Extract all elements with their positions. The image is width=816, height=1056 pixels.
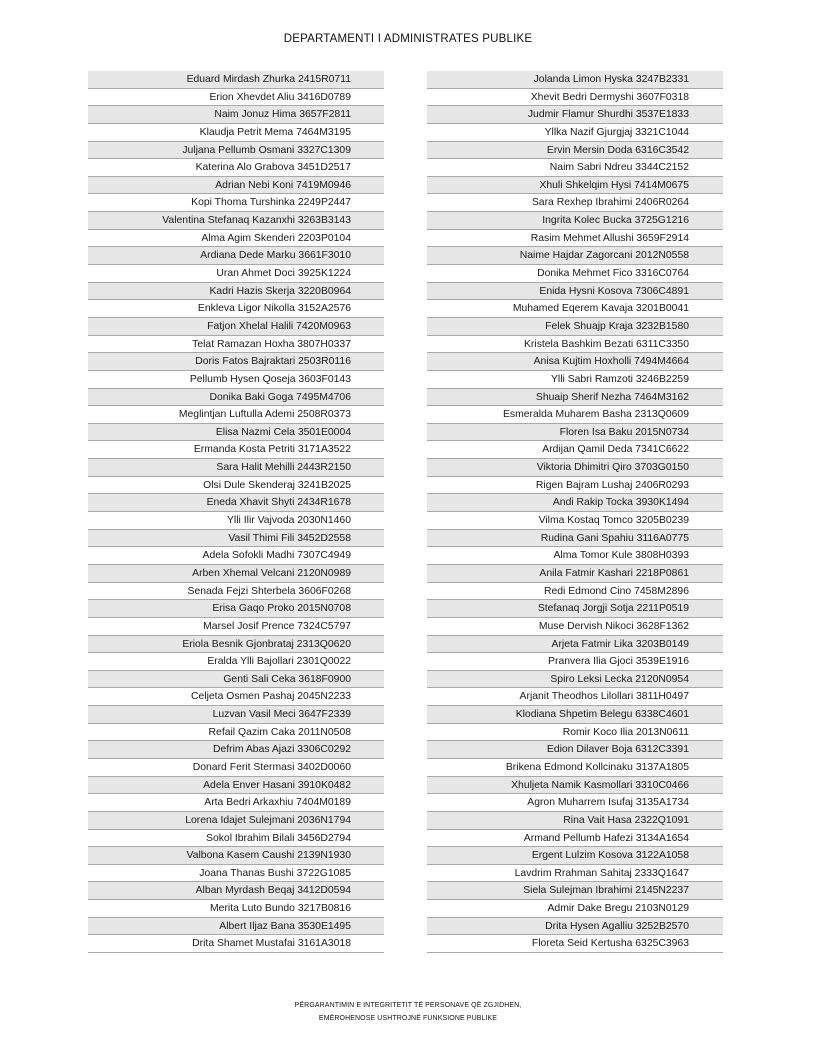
list-item: Juljana Pellumb Osmani 3327C1309: [88, 142, 384, 160]
list-item: Sara Rexhep Ibrahimi 2406R0264: [427, 194, 723, 212]
list-item: Rasim Mehmet Allushi 3659F2914: [427, 230, 723, 248]
list-item: Anila Fatmir Kashari 2218P0861: [427, 565, 723, 583]
list-item: Genti Sali Ceka 3618F0900: [88, 671, 384, 689]
list-item: Sara Halit Mehilli 2443R2150: [88, 459, 384, 477]
list-item: Adela Sofokli Madhi 7307C4949: [88, 547, 384, 565]
list-item: Esmeralda Muharem Basha 2313Q0609: [427, 406, 723, 424]
list-item: Valbona Kasem Caushi 2139N1930: [88, 847, 384, 865]
list-item: Doris Fatos Bajraktari 2503R0116: [88, 353, 384, 371]
list-item: Ingrita Kolec Bucka 3725G1216: [427, 212, 723, 230]
list-item: Ermanda Kosta Petriti 3171A3522: [88, 441, 384, 459]
list-item: Eralda Ylli Bajollari 2301Q0022: [88, 653, 384, 671]
list-item: Stefanaq Jorgji Sotja 2211P0519: [427, 600, 723, 618]
list-item: Lavdrim Rrahman Sahitaj 2333Q1647: [427, 865, 723, 883]
list-item: Vasil Thimi Fili 3452D2558: [88, 530, 384, 548]
list-item: Alma Agim Skenderi 2203P0104: [88, 230, 384, 248]
left-name-column: [88, 71, 384, 953]
list-item: Meglintjan Luftulla Ademi 2508R0373: [88, 406, 384, 424]
list-item: Joana Thanas Bushi 3722G1085: [88, 865, 384, 883]
list-item: Sokol Ibrahim Bilali 3456D2794: [88, 830, 384, 848]
list-item: Rina Vait Hasa 2322Q1091: [427, 812, 723, 830]
list-item: Valentina Stefanaq Kazanxhi 3263B3143: [88, 212, 384, 230]
list-item: Enkleva Ligor Nikolla 3152A2576: [88, 300, 384, 318]
list-item: Floren Isa Baku 2015N0734: [427, 424, 723, 442]
list-item: Ervin Mersin Doda 6316C3542: [427, 142, 723, 160]
list-item: Erisa Gaqo Proko 2015N0708: [88, 600, 384, 618]
list-item: Armand Pellumb Hafezi 3134A1654: [427, 830, 723, 848]
list-item: Yllka Nazif Gjurgjaj 3321C1044: [427, 124, 723, 142]
list-item: Xhevit Bedri Dermyshi 3607F0318: [427, 89, 723, 107]
list-item: Brikena Edmond Kollcinaku 3137A1805: [427, 759, 723, 777]
page-footer: [0, 999, 816, 1025]
list-item: Shuaip Sherif Nezha 7464M3162: [427, 389, 723, 407]
list-item: Xhuljeta Namik Kasmollari 3310C0466: [427, 777, 723, 795]
list-item: Donika Baki Goga 7495M4706: [88, 389, 384, 407]
footer-line-1: PËRGARANTIMIN E INTEGRITETIT TË PERSONAVE QË ZGJIDHEN,: [294, 1002, 522, 1009]
list-item: Marsel Josif Prence 7324C5797: [88, 618, 384, 636]
list-item: Lorena Idajet Sulejmani 2036N1794: [88, 812, 384, 830]
list-item: Eduard Mirdash Zhurka 2415R0711: [88, 71, 384, 89]
list-item: Ylli Sabri Ramzoti 3246B2259: [427, 371, 723, 389]
list-item: Eneda Xhavit Shyti 2434R1678: [88, 494, 384, 512]
list-item: Fatjon Xhelal Halili 7420M0963: [88, 318, 384, 336]
list-item: Kadri Hazis Skerja 3220B0964: [88, 283, 384, 301]
list-item: Arta Bedri Arkaxhiu 7404M0189: [88, 794, 384, 812]
list-item: Anisa Kujtim Hoxholli 7494M4664: [427, 353, 723, 371]
list-item: Pranvera Ilia Gjoci 3539E1916: [427, 653, 723, 671]
list-item: Elisa Nazmi Cela 3501E0004: [88, 424, 384, 442]
list-item: Luzvan Vasil Meci 3647F2339: [88, 706, 384, 724]
list-item: Ardijan Qamil Deda 7341C6622: [427, 441, 723, 459]
list-item: Xhuli Shkelqim Hysi 7414M0675: [427, 177, 723, 195]
list-item: Vilma Kostaq Tomco 3205B0239: [427, 512, 723, 530]
list-item: Romir Koco Ilia 2013N0611: [427, 724, 723, 742]
list-item: Klaudja Petrit Mema 7464M3195: [88, 124, 384, 142]
footer-line-2: EMËROHENOSE USHTROJNË FUNKSIONE PUBLIKE: [318, 1015, 498, 1022]
list-item: Muse Dervish Nikoci 3628F1362: [427, 618, 723, 636]
list-item: Naim Jonuz Hima 3657F2811: [88, 106, 384, 124]
list-item: Viktoria Dhimitri Qiro 3703G0150: [427, 459, 723, 477]
list-item: Redi Edmond Cino 7458M2896: [427, 583, 723, 601]
list-item: Arben Xhemal Velcani 2120N0989: [88, 565, 384, 583]
list-item: Merita Luto Bundo 3217B0816: [88, 900, 384, 918]
list-item: Spiro Leksi Lecka 2120N0954: [427, 671, 723, 689]
list-item: Kopi Thoma Turshinka 2249P2447: [88, 194, 384, 212]
list-item: Adrian Nebi Koni 7419M0946: [88, 177, 384, 195]
list-item: Enida Hysni Kosova 7306C4891: [427, 283, 723, 301]
list-item: Ylli Ilir Vajvoda 2030N1460: [88, 512, 384, 530]
list-item: Celjeta Osmen Pashaj 2045N2233: [88, 688, 384, 706]
list-item: Arjeta Fatmir Lika 3203B0149: [427, 636, 723, 654]
list-item: Klodiana Shpetim Belegu 6338C4601: [427, 706, 723, 724]
list-item: Felek Shuajp Kraja 3232B1580: [427, 318, 723, 336]
list-item: Senada Fejzi Shterbela 3606F0268: [88, 583, 384, 601]
list-item: Refail Qazim Caka 2011N0508: [88, 724, 384, 742]
list-item: Uran Ahmet Doci 3925K1224: [88, 265, 384, 283]
list-item: Rigen Bajram Lushaj 2406R0293: [427, 477, 723, 495]
list-item: Alma Tomor Kule 3808H0393: [427, 547, 723, 565]
list-item: Telat Ramazan Hoxha 3807H0337: [88, 336, 384, 354]
list-item: Rudina Gani Spahiu 3116A0775: [427, 530, 723, 548]
list-item: Eriola Besnik Gjonbrataj 2313Q0620: [88, 636, 384, 654]
list-item: Edion Dilaver Boja 6312C3391: [427, 741, 723, 759]
page-title: DEPARTAMENTI I ADMINISTRATES PUBLIKE: [283, 33, 533, 45]
list-item: Kristela Bashkim Bezati 6311C3350: [427, 336, 723, 354]
list-item: Olsi Dule Skenderaj 3241B2025: [88, 477, 384, 495]
list-item: Jolanda Limon Hyska 3247B2331: [427, 71, 723, 89]
list-item: Floreta Seid Kertusha 6325C3963: [427, 935, 723, 953]
list-item: Alban Myrdash Beqaj 3412D0594: [88, 882, 384, 900]
list-item: Katerina Alo Grabova 3451D2517: [88, 159, 384, 177]
list-item: Pellumb Hysen Qoseja 3603F0143: [88, 371, 384, 389]
list-item: Naim Sabri Ndreu 3344C2152: [427, 159, 723, 177]
list-item: Drita Hysen Agalliu 3252B2570: [427, 918, 723, 936]
list-item: Albert Iljaz Bana 3530E1495: [88, 918, 384, 936]
list-item: Donard Ferit Stermasi 3402D0060: [88, 759, 384, 777]
list-item: Muhamed Eqerem Kavaja 3201B0041: [427, 300, 723, 318]
list-item: Agron Muharrem Isufaj 3135A1734: [427, 794, 723, 812]
list-item: Ergent Lulzim Kosova 3122A1058: [427, 847, 723, 865]
right-name-column: [427, 71, 723, 953]
list-item: Judmir Flamur Shurdhi 3537E1833: [427, 106, 723, 124]
list-item: Ardiana Dede Marku 3661F3010: [88, 247, 384, 265]
list-item: Adela Enver Hasani 3910K0482: [88, 777, 384, 795]
list-item: Siela Sulejman Ibrahimi 2145N2237: [427, 882, 723, 900]
list-item: Arjanit Theodhos Lilollari 3811H0497: [427, 688, 723, 706]
list-item: Andi Rakip Tocka 3930K1494: [427, 494, 723, 512]
list-item: Admir Dake Bregu 2103N0129: [427, 900, 723, 918]
list-item: Drita Shamet Mustafai 3161A3018: [88, 935, 384, 953]
list-item: Donika Mehmet Fico 3316C0764: [427, 265, 723, 283]
list-item: Erion Xhevdet Aliu 3416D0789: [88, 89, 384, 107]
list-item: Naime Hajdar Zagorcani 2012N0558: [427, 247, 723, 265]
list-item: Defrim Abas Ajazi 3306C0292: [88, 741, 384, 759]
